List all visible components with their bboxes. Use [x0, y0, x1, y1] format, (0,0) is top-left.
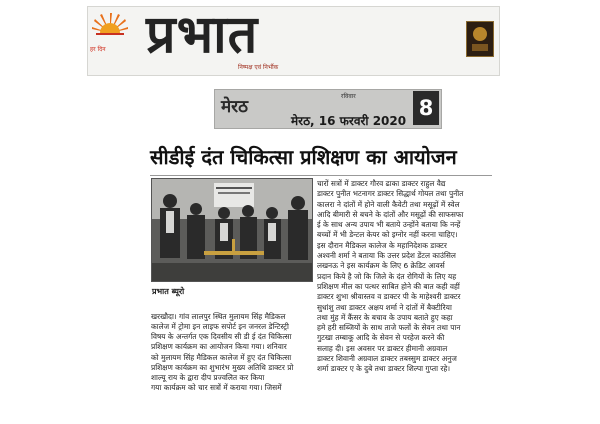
article-right-column: [317, 179, 495, 375]
newspaper-title: प्रभात: [146, 4, 259, 65]
article-text-line: लखनऊ ने इस कार्यक्रम के लिए 6 क्रेडिट आवर्स: [317, 261, 445, 271]
headline-divider: [150, 175, 492, 176]
article-text-line: डाक्टर पुनीत भटनागर डाक्टर सिद्धार्थ गोयल तथा पुनीत: [317, 189, 464, 199]
article-text-line: चारों सत्रों में डाक्टर गौरव ढाका डाक्टर राहुल वैद्य: [317, 179, 446, 188]
article-text-line: विषय के अन्तर्गत एक दिवसीय सी डी ई दंत चिकित्सा: [151, 332, 292, 341]
article-left-column: [151, 312, 313, 333]
masthead-emblem-icon: [466, 21, 494, 57]
article-text-line: सुधांशु तथा डाक्टर अक्षय शर्मा ने दांतों में बैक्टीरिया: [317, 302, 452, 312]
article-text-line: शाल्यू राय के द्वारा दीप प्रज्वलित कर किया: [151, 373, 265, 383]
article-text-line: प्रदान किये है जो कि जिले के दंत रोगियों के लिए यह: [317, 271, 457, 281]
article-text-line: प्रशिक्षण मील का पत्थर साबित होने की बात कही वहीं: [317, 281, 460, 291]
article-text-line: हमे हरी सब्जियों के साथ ताजे फलों के सेवन तथा पान: [317, 323, 461, 333]
article-text-line: कालरा ने दांतों में होने वाली कैवेटी तथा मसूढ़ों में स्वेल: [317, 199, 460, 209]
event-photo: [151, 178, 313, 282]
page-number: 8: [413, 91, 439, 125]
article-text-line: कालेज में ट्रोमा इन लाइफ सपोर्ट इन जनरल डेन्टिस्ट्री: [151, 322, 289, 332]
edition-city: मेरठ: [221, 97, 248, 117]
masthead-subtitle: निष्पक्ष एवं निर्भीक: [238, 64, 279, 71]
article-text-line: बच्चों में भी डेन्टल केयर को इग्नोर नहीं करना चाहिए।: [317, 230, 458, 240]
edition-day: रविवार: [341, 93, 356, 100]
photo-credit: प्रभात ब्यूरो: [152, 287, 185, 296]
article-text-line: प्रशिक्षण कार्यक्रम का आयोजन किया गया। शनिवार: [151, 342, 287, 352]
article-text-line: प्रशिक्षण कार्यक्रम का शुभारंभ मुख्य अतिथि डाक्टर प्रो: [151, 362, 294, 372]
article-text-line: को मुलायम सिंह मैडिकल कालेज में हुए दंत चिकित्सा: [151, 352, 292, 362]
sun-logo-icon: [92, 11, 128, 37]
article-headline: सीडीई दंत चिकित्सा प्रशिक्षण का आयोजन: [150, 145, 457, 169]
article-text-line: डाक्टर शुभा श्रीवास्तव व डाक्टर पी के माहेश्वरी डाक्टर: [317, 292, 461, 302]
article-text-line: शर्मा डाक्टर ए के दुबे तथा डाक्टर शिल्पा गुप्ता रहे।: [317, 364, 451, 374]
article-bottom-column: [151, 332, 313, 394]
article-text-line: अश्वनी शर्मा ने बताया कि उत्तर प्रदेश डेंटल काउंसिल: [317, 251, 456, 261]
article-text-line: इस दौरान मैडिकल कालेज के महानिदेशक डाक्टर: [317, 240, 447, 250]
article-text-line: सलाह दी। इस अवसर पर डाक्टर हीमानी अग्रवाल: [317, 343, 448, 353]
article-text-line: गुटखा तम्बाकू आदि के सेवन से परहेज करने की: [317, 333, 445, 343]
article-text-line: गया कार्यक्रम को चार सत्रों में कराया गया। जिसमें: [151, 383, 282, 393]
article-text-line: ई के साथ अन्य उपाय भी बताये उन्होंने बताया कि नन्हें: [317, 220, 461, 230]
dateline-strip: [214, 89, 442, 129]
article-text-line: तथा मुंह में कैंसर के बचाव के उपाय बताते हुए कहा: [317, 312, 453, 322]
edition-date: मेरठ, 16 फरवरी 2020: [291, 114, 407, 128]
article-text-line: खरखौदा। गांव लालपुर स्थित मुलायम सिंह मैडिकल: [151, 312, 286, 321]
event-photo-image: [152, 179, 312, 281]
newspaper-masthead: [87, 6, 500, 76]
article-text-line: डाक्टर शिवानी अग्रवाल डाक्टर तबस्सुम डाक्टर अनुज: [317, 354, 457, 364]
masthead-tagline: हर दिन: [90, 46, 106, 53]
article-text-line: आदि बीमारी से बचने के दांतों और मसूढ़ों की साफसफा: [317, 209, 464, 219]
